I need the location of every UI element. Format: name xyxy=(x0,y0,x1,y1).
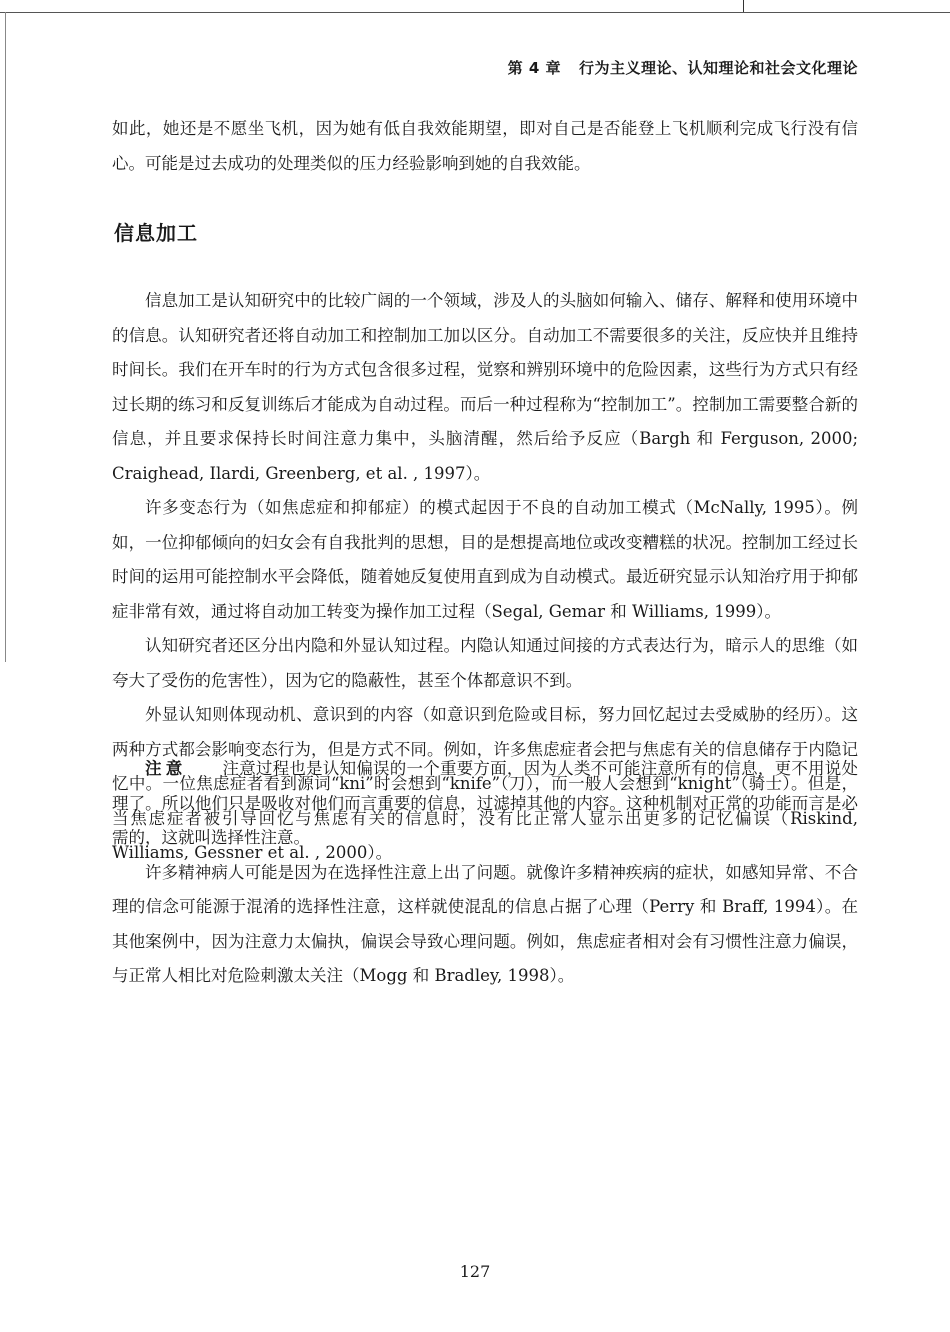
paragraph-info-1: 信息加工是认知研究中的比较广阔的一个领域，涉及人的头脑如何输入、储存、解释和使用环境中的信息。认知研究者还将自动加工和控制加工加以区分。自动加工不需要很多的关注，反应快并且维持时间长。我们在开车时的行为方式包含很多过程，觉察和辨别环境中的危险因素，这些行为方式只有经过长期的练习和反复训练后才能成为自动过程。而后一种过程称为“控制加工”。控制加工需要整合新的信息，并且要求保持长时间注意力集中，头脑清醒，然后给予反应（Bargh 和 Ferguson, 2000; Craighead, Ilardi, Greenberg, et al. , 1997）。 xyxy=(112,291,858,483)
paragraph-info-2: 许多变态行为（如焦虑症和抑郁症）的模式起因于不良的自动加工模式（McNally, 1995）。例如，一位抑郁倾向的妇女会有自我批判的思想，目的是想提高地位或改变糟糕的状况。控制加工经过长时间的运用可能控制水平会降低，随着她反复使用直到成为自动模式。最近研究显示认知治疗用于抑郁症非常有效，通过将自动加工转变为操作加工过程（Segal, Gemar 和 Williams, 1999）。 xyxy=(112,498,858,621)
paragraph-info-4: 外显认知则体现动机、意识到的内容（如意识到危险或目标，努力回忆起过去受威胁的经历）。这两种方式都会影响变态行为，但是方式不同。例如，许多焦虑症者会把与焦虑有关的信息储存于内隐记忆中。一位焦虑症者看到源词“kni”时会想到“knife”（刀），而一般人会想到“knight”（骑士）。但是，当焦虑症者被引导回忆与焦虑有关的信息时，没有比正常人显示出更多的记忆偏误（Riskind, Williams, Gessner et al. , 2000）。 xyxy=(112,705,858,862)
top-tick xyxy=(743,0,744,12)
section-heading: 信息加工 xyxy=(114,221,198,245)
chapter-title: 行为主义理论、认知理论和社会文化理论 xyxy=(578,59,858,77)
section-attention xyxy=(112,752,858,994)
top-rule xyxy=(0,12,950,13)
chapter-number: 第 4 章 xyxy=(507,59,561,77)
running-head xyxy=(508,57,858,78)
page-number: 127 xyxy=(459,1262,491,1281)
paragraph-attention-2: 许多精神病人可能是因为在选择性注意上出了问题。就像许多精神疾病的症状，如感知异常、不合理的信念可能源于混淆的选择性注意，这样就使混乱的信息占据了心理（Perry 和 Braff, 1994）。在其他案例中，因为注意力太偏执，偏误会导致心理问题。例如，焦虑症者相对会有习惯性注意力偏误，与正常人相比对危险刺激太关注（Mogg 和 Bradley, 1998）。 xyxy=(112,862,858,985)
paragraph-attention-1-text: 注意过程也是认知偏误的一个重要方面，因为人类不可能注意所有的信息，更不用说处理了。所以他们只是吸收对他们而言重要的信息，过滤掉其他的内容。这种机制对正常的功能而言是必需的，这就叫选择性注意。 xyxy=(112,759,859,847)
paragraph-attention-1 xyxy=(112,752,858,856)
attention-runin-heading: 注意 xyxy=(145,759,187,778)
left-margin-rule xyxy=(5,12,6,662)
paragraph-info-3: 认知研究者还区分出内隐和外显认知过程。内隐认知通过间接的方式表达行为，暗示人的思维（如夸大了受伤的危害性），因为它的隐蔽性，甚至个体都意识不到。 xyxy=(112,636,858,690)
paragraph-intro: 如此，她还是不愿坐飞机，因为她有低自我效能期望，即对自己是否能登上飞机顺利完成飞行没有信心。可能是过去成功的处理类似的压力经验影响到她的自我效能。 xyxy=(112,119,858,173)
